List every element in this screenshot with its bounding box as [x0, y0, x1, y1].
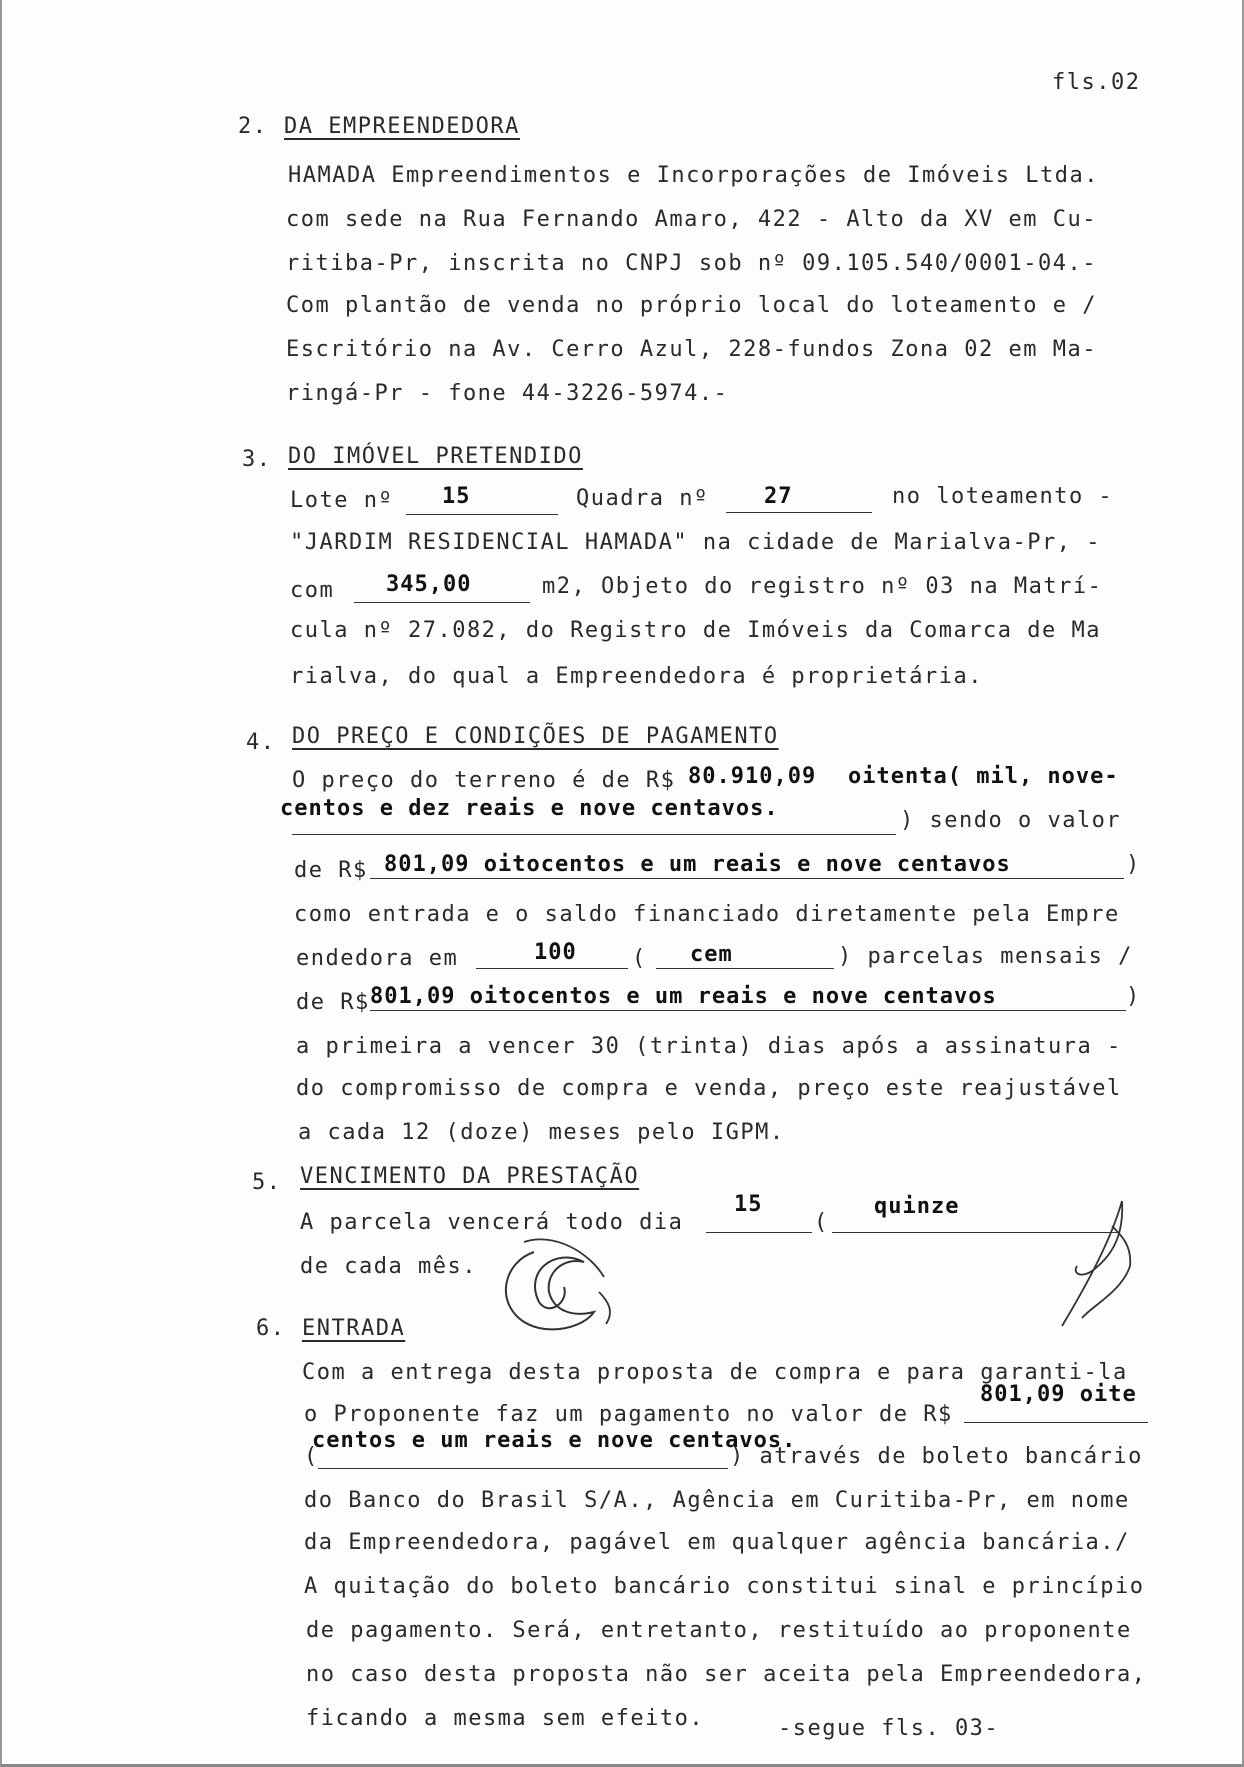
entry-amount-a: 801,09 oite: [980, 1382, 1137, 1407]
section-6-title: ENTRADA: [302, 1316, 406, 1341]
continuation-note: -segue fls. 03-: [778, 1716, 1000, 1741]
installments-words-line: [656, 968, 834, 969]
section-3-line-5: rialva, do qual a Empreendedora é proprietária.: [290, 664, 984, 689]
installments-open-paren: (: [632, 946, 647, 971]
entry-amount-line-b: [318, 1468, 728, 1469]
quadra-field-line: [726, 512, 872, 513]
section-6-line-1: Com a entrega desta proposta de compra e para garanti-la: [302, 1360, 1128, 1385]
quadra-label: Quadra nº: [576, 486, 709, 511]
price-words-a: oitenta( mil, nove-: [848, 764, 1119, 789]
lote-field-line: [406, 514, 558, 515]
lote-value: 15: [442, 484, 471, 509]
section-2-line-5: Escritório na Av. Cerro Azul, 228-fundos Zona 02 em Ma-: [286, 337, 1097, 362]
installments-field-line: [476, 968, 628, 969]
section-2-number: 2.: [238, 114, 268, 139]
installment-value-close: ): [1126, 984, 1141, 1009]
entry-amount-line-a: [964, 1422, 1148, 1423]
section-2-line-1: HAMADA Empreendimentos e Incorporações de Imóveis Ltda.: [288, 163, 1099, 188]
day-field-line: [706, 1232, 812, 1233]
section-6-line-4: do Banco do Brasil S/A., Agência em Curitiba-Pr, em nome: [304, 1488, 1130, 1513]
section-5-line-2: de cada mês.: [300, 1254, 477, 1279]
price-value: 80.910,09: [688, 764, 817, 789]
section-6-number: 6.: [256, 1316, 286, 1341]
section-3-number: 3.: [242, 447, 272, 472]
section-3-title: DO IMÓVEL PRETENDIDO: [288, 444, 583, 469]
section-4-line-5-head: endedora em: [296, 946, 459, 971]
page-reference: fls.02: [1052, 70, 1141, 95]
entry-value: 801,09 oitocentos e um reais e nove centavos: [384, 852, 1011, 877]
section-3-line-1-tail: no loteamento -: [892, 484, 1114, 509]
section-4-number: 4.: [246, 730, 276, 755]
section-3-line-3-tail: m2, Objeto do registro nº 03 na Matrí-: [542, 574, 1103, 599]
section-2-line-3: ritiba-Pr, inscrita no CNPJ sob nº 09.105.540/0001-04.-: [286, 251, 1097, 276]
section-4-title: DO PREÇO E CONDIÇÕES DE PAGAMENTO: [292, 724, 779, 749]
handwritten-initials-signature: [494, 1232, 624, 1342]
installment-value-line: [370, 1010, 1126, 1011]
section-6-line-6: A quitação do boleto bancário constitui sinal e princípio: [304, 1574, 1145, 1599]
section-6-line-8: no caso desta proposta não ser aceita pela Empreendedora,: [306, 1662, 1147, 1687]
section-4-line-7: a primeira a vencer 30 (trinta) dias após a assinatura -: [296, 1034, 1122, 1059]
section-4-line-9: a cada 12 (doze) meses pelo IGPM.: [298, 1120, 785, 1145]
section-5-line-1-head: A parcela vencerá todo dia: [300, 1210, 684, 1235]
day-value: 15: [734, 1192, 763, 1217]
installment-value: 801,09 oitocentos e um reais e nove centavos: [370, 984, 997, 1009]
handwritten-initial-mark: [1052, 1196, 1142, 1336]
section-6-line-2-head: o Proponente faz um pagamento no valor de R$: [304, 1402, 953, 1427]
installment-value-label: de R$: [296, 990, 370, 1015]
section-2-line-6: ringá-Pr - fone 44-3226-5974.-: [286, 381, 729, 406]
section-4-line-1-head: O preço do terreno é de R$: [292, 768, 676, 793]
lote-label: Lote nº: [290, 488, 394, 513]
price-words-b: centos e dez reais e nove centavos.: [280, 796, 779, 821]
section-5-number: 5.: [252, 1170, 282, 1195]
section-2-line-4: Com plantão de venda no próprio local do loteamento e /: [286, 293, 1097, 318]
area-field-line: [354, 602, 530, 603]
area-label: com: [290, 578, 335, 603]
section-6-line-3-tail: ) através de boleto bancário: [730, 1444, 1143, 1469]
area-value: 345,00: [386, 572, 472, 597]
section-4-line-4: como entrada e o saldo financiado diretamente pela Empre: [294, 902, 1120, 927]
section-3-line-4: cula nº 27.082, do Registro de Imóveis da Comarca de Ma: [290, 618, 1101, 643]
section-4-line-5-tail: ) parcelas mensais /: [838, 944, 1133, 969]
entry-close: ): [1126, 852, 1141, 877]
section-6-line-7: de pagamento. Será, entretanto, restituído ao proponente: [306, 1618, 1132, 1643]
quadra-value: 27: [764, 484, 793, 509]
section-3-line-2: "JARDIM RESIDENCIAL HAMADA" na cidade de Marialva-Pr, -: [290, 530, 1101, 555]
entry-field-line: [370, 878, 1124, 879]
section-6-line-9: ficando a mesma sem efeito.: [306, 1706, 705, 1731]
price-words-line: [292, 834, 896, 835]
entry-label: de R$: [294, 858, 368, 883]
section-6-line-5: da Empreendedora, pagável em qualquer agência bancária./: [304, 1530, 1130, 1555]
day-open-paren: (: [814, 1210, 829, 1235]
section-4-line-2-tail: ) sendo o valor: [900, 808, 1122, 833]
section-5-title: VENCIMENTO DA PRESTAÇÃO: [300, 1164, 640, 1189]
entry-amount-b: centos e um reais e nove centavos.: [312, 1428, 797, 1453]
section-4-line-8: do compromisso de compra e venda, preço este reajustável: [296, 1076, 1122, 1101]
day-words: quinze: [874, 1194, 960, 1219]
entry-amount-open-paren: (: [304, 1444, 319, 1469]
installments-words: cem: [690, 942, 733, 967]
section-2-line-2: com sede na Rua Fernando Amaro, 422 - Alto da XV em Cu-: [286, 207, 1097, 232]
section-2-title: DA EMPREENDEDORA: [284, 114, 520, 139]
installments-value: 100: [534, 940, 577, 965]
